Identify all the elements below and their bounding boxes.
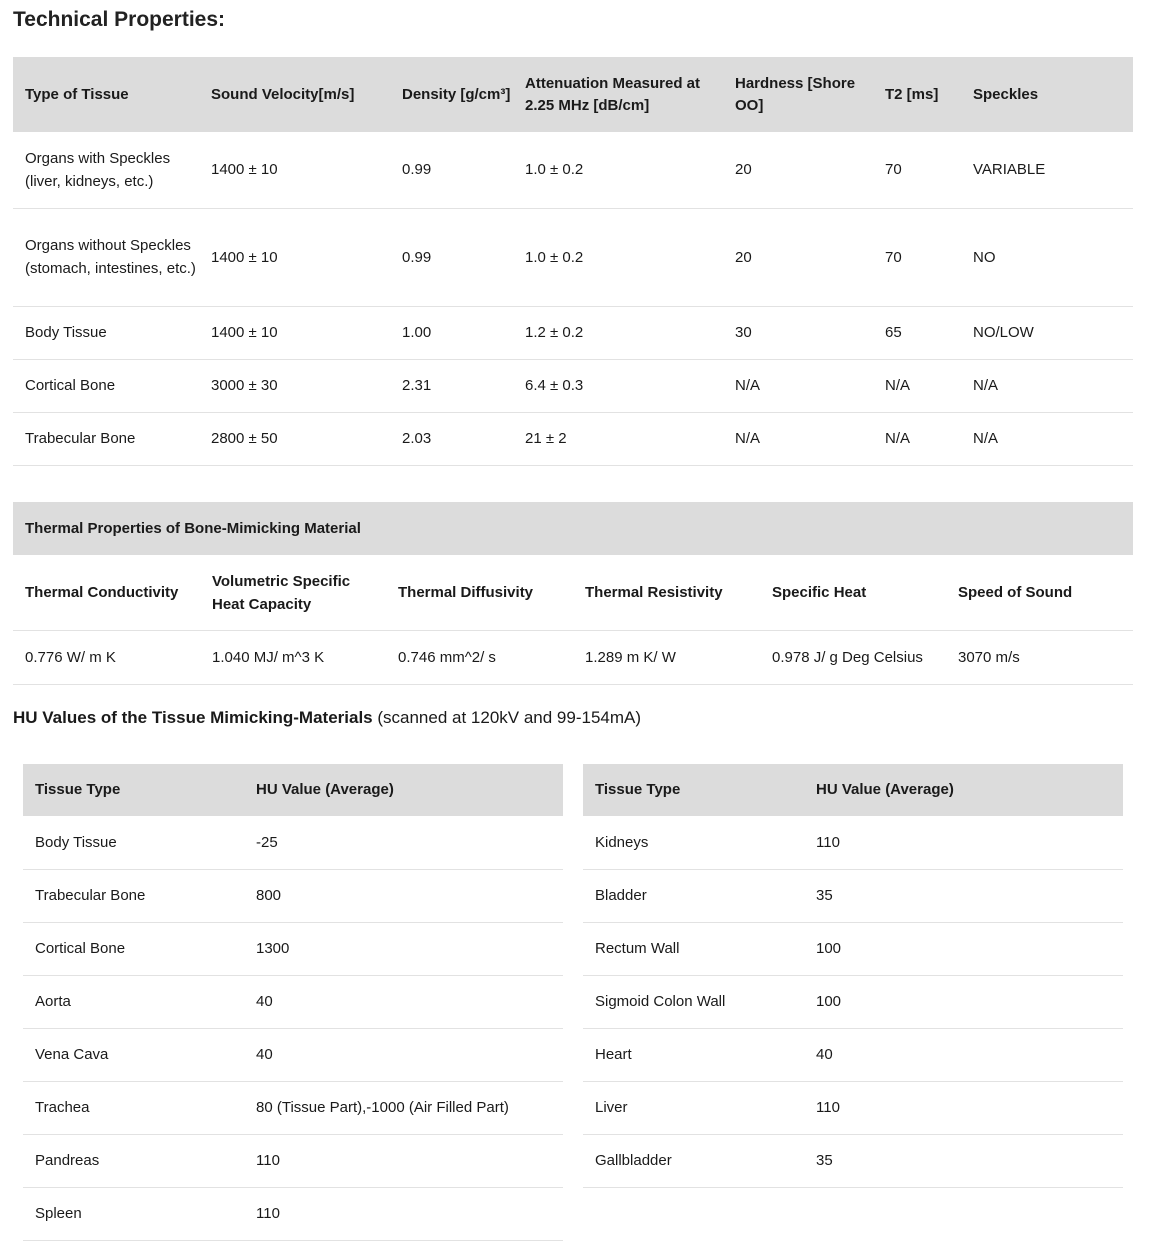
table-cell: 110 [804,1081,1123,1134]
table-cell: Trabecular Bone [13,412,199,465]
empty-cell [804,1187,1123,1240]
hu-values-table-right [583,764,1123,1240]
table-cell: Spleen [23,1187,244,1240]
table-cell: 0.776 W/ m K [13,631,200,685]
hu-heading-subtitle: (scanned at 120kV and 99-154mA) [372,708,642,727]
page-title: Technical Properties: [13,8,226,31]
table-cell: Heart [583,1028,804,1081]
table-cell: 30 [723,306,873,359]
table-cell: 0.99 [390,132,513,208]
table-row [583,1134,1123,1187]
table-row [23,975,563,1028]
table-cell: 6.4 ± 0.3 [513,359,723,412]
table-header-row [13,555,1133,631]
table-cell: 110 [244,1134,563,1187]
table-cell: Bladder [583,869,804,922]
column-header: Attenuation Measured at 2.25 MHz [dB/cm] [513,57,723,132]
column-header: Hardness [Shore OO] [723,57,873,132]
table-cell: 40 [244,975,563,1028]
table-row [23,869,563,922]
table-cell: Body Tissue [13,306,199,359]
column-header: Type of Tissue [13,57,199,132]
column-header: Speckles [961,57,1133,132]
column-header: Thermal Resistivity [573,555,760,631]
table-header-row [23,764,563,816]
column-header: Thermal Conductivity [13,555,200,631]
hu-values-table-left [23,764,563,1241]
table-row [583,1028,1123,1081]
table-cell: VARIABLE [961,132,1133,208]
thermal-table-title: Thermal Properties of Bone-Mimicking Material [13,502,1133,555]
table-row [583,869,1123,922]
table-cell: 1.040 MJ/ m^3 K [200,631,386,685]
empty-cell [583,1187,804,1240]
table-cell: 3070 m/s [946,631,1133,685]
table-row [13,412,1133,465]
table-cell: NO/LOW [961,306,1133,359]
table-cell: 800 [244,869,563,922]
table-row [23,1081,563,1134]
technical-properties-table [13,57,1133,466]
table-row [583,922,1123,975]
table-cell: Cortical Bone [13,359,199,412]
column-header: HU Value (Average) [804,764,1123,816]
table-cell: 0.99 [390,208,513,306]
hu-heading-title: HU Values of the Tissue Mimicking-Materials [13,708,373,727]
table-cell: N/A [723,359,873,412]
hu-section-heading [13,708,641,728]
table-cell: Rectum Wall [583,922,804,975]
table-cell: Aorta [23,975,244,1028]
table-cell: 21 ± 2 [513,412,723,465]
table-row [23,816,563,869]
column-header: Specific Heat [760,555,946,631]
table-cell: 70 [873,132,961,208]
table-row [583,816,1123,869]
table-cell: 1.0 ± 0.2 [513,208,723,306]
table-cell: N/A [873,359,961,412]
table-cell: 1.2 ± 0.2 [513,306,723,359]
table-cell: 1400 ± 10 [199,306,390,359]
table-cell: 3000 ± 30 [199,359,390,412]
table-cell: Cortical Bone [23,922,244,975]
table-cell: 35 [804,1134,1123,1187]
table-row [23,1028,563,1081]
table-title-row [13,502,1133,555]
table-row [23,1134,563,1187]
table-row [23,922,563,975]
table-cell: Vena Cava [23,1028,244,1081]
table-cell: 20 [723,208,873,306]
table-cell: Organs with Speckles (liver, kidneys, etc.) [13,132,199,208]
table-row [13,359,1133,412]
table-row [13,631,1133,685]
table-cell: 0.978 J/ g Deg Celsius [760,631,946,685]
table-cell: Gallbladder [583,1134,804,1187]
column-header: Sound Velocity[m/s] [199,57,390,132]
table-row [13,208,1133,306]
column-header: Tissue Type [23,764,244,816]
table-cell: 40 [804,1028,1123,1081]
column-header: HU Value (Average) [244,764,563,816]
table-cell: 100 [804,975,1123,1028]
thermal-properties-table [13,502,1133,685]
table-cell: Body Tissue [23,816,244,869]
table-cell: N/A [723,412,873,465]
table-cell: Kidneys [583,816,804,869]
table-row [23,1187,563,1240]
column-header: Thermal Diffusivity [386,555,573,631]
table-cell: Liver [583,1081,804,1134]
table-cell: 1400 ± 10 [199,132,390,208]
table-row [583,1081,1123,1134]
table-cell: 35 [804,869,1123,922]
table-cell: Organs without Speckles (stomach, intestines, etc.) [13,208,199,306]
table-cell: 1400 ± 10 [199,208,390,306]
table-header-row [13,57,1133,132]
table-row [583,975,1123,1028]
table-cell: 2800 ± 50 [199,412,390,465]
table-cell: 2.03 [390,412,513,465]
table-cell: 70 [873,208,961,306]
table-cell: 1.00 [390,306,513,359]
table-cell: N/A [961,359,1133,412]
column-header: Volumetric Specific Heat Capacity [200,555,386,631]
table-row [13,132,1133,208]
table-cell: 110 [804,816,1123,869]
table-cell: 1.0 ± 0.2 [513,132,723,208]
column-header: Speed of Sound [946,555,1133,631]
table-cell: 40 [244,1028,563,1081]
table-cell: 1300 [244,922,563,975]
table-cell: 2.31 [390,359,513,412]
column-header: Density [g/cm³] [390,57,513,132]
table-cell: Trachea [23,1081,244,1134]
column-header: T2 [ms] [873,57,961,132]
table-cell: N/A [873,412,961,465]
table-cell: 20 [723,132,873,208]
table-cell: 0.746 mm^2/ s [386,631,573,685]
empty-row [583,1187,1123,1240]
table-cell: Trabecular Bone [23,869,244,922]
table-cell: -25 [244,816,563,869]
table-row [13,306,1133,359]
table-header-row [583,764,1123,816]
table-cell: 1.289 m K/ W [573,631,760,685]
column-header: Tissue Type [583,764,804,816]
table-cell: N/A [961,412,1133,465]
table-cell: 110 [244,1187,563,1240]
table-cell: 65 [873,306,961,359]
table-cell: 100 [804,922,1123,975]
table-cell: Pandreas [23,1134,244,1187]
table-cell: 80 (Tissue Part),-1000 (Air Filled Part) [244,1081,563,1134]
table-cell: NO [961,208,1133,306]
table-cell: Sigmoid Colon Wall [583,975,804,1028]
